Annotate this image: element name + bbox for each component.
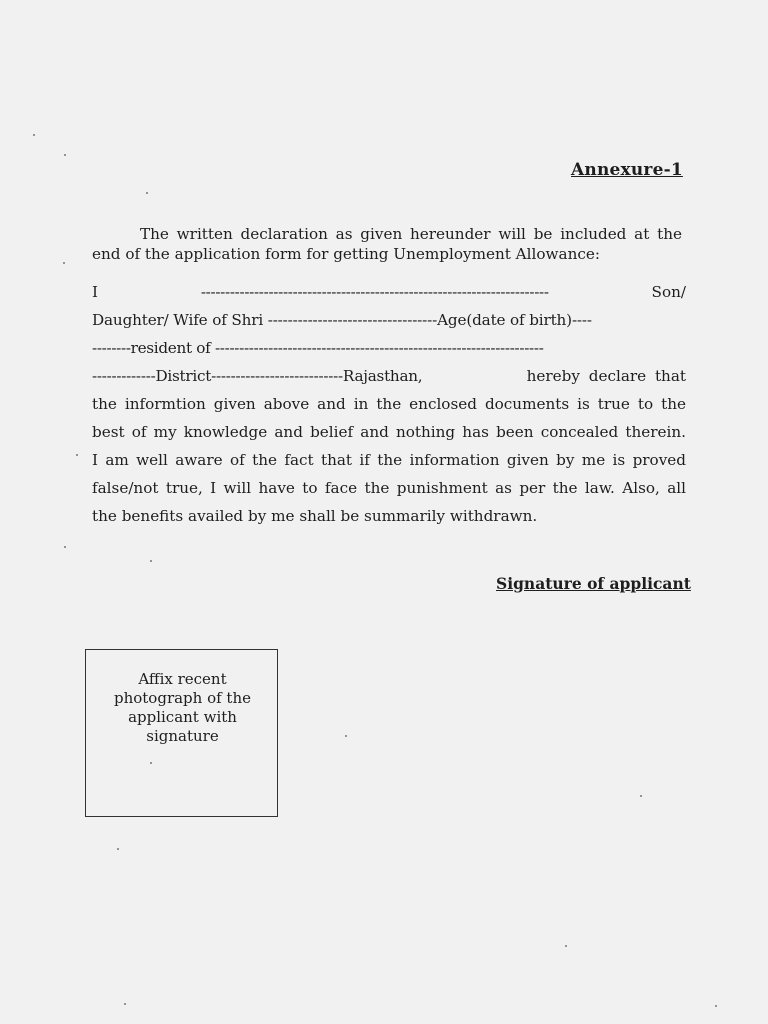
scan-speck	[345, 735, 347, 737]
signature-label: Signature of applicant	[496, 574, 691, 593]
intro-line-1: The written declaration as given hereunder will be included at the	[140, 225, 682, 243]
declaration-line-6: best of my knowledge and belief and nothing has been concealed therein.	[92, 423, 686, 441]
declaration-line-8: false/not true, I will have to face the punishment as per the law. Also, all	[92, 479, 686, 497]
declaration-line-1-dashes: ------------------------------------------------------------------------	[200, 283, 549, 301]
scan-speck	[640, 795, 642, 797]
declaration-line-4	[92, 362, 686, 390]
photo-box-line-4: signature	[146, 727, 219, 745]
scan-speck	[76, 454, 78, 456]
declaration-line-7: I am well aware of the fact that if the information given by me is proved	[92, 451, 686, 469]
photo-box-line-1: Affix recent	[138, 670, 227, 688]
photo-box-line-3: applicant with	[128, 708, 237, 726]
scan-speck	[565, 945, 567, 947]
scan-speck	[64, 154, 66, 156]
intro-line-2: end of the application form for getting Unemployment Allowance:	[92, 245, 600, 263]
scan-speck	[150, 762, 152, 764]
scan-speck	[124, 1003, 126, 1005]
declaration-paragraph	[92, 278, 686, 530]
photo-box	[85, 649, 278, 817]
scan-speck	[64, 546, 66, 548]
scan-speck	[150, 560, 152, 562]
declaration-line-2: Daughter/ Wife of Shri ----------------------------------Age(date of birth)----	[92, 311, 592, 329]
declaration-line-9: the benefits availed by me shall be summarily withdrawn.	[92, 507, 538, 525]
declaration-line-1	[92, 278, 686, 306]
declaration-line-4-b: hereby declare that	[526, 367, 686, 385]
scan-speck	[63, 262, 65, 264]
declaration-line-3: --------resident of --------------------------------------------------------------------	[92, 339, 544, 357]
declaration-line-1-start: I	[92, 283, 98, 301]
annexure-title: Annexure-1	[571, 160, 683, 180]
declaration-line-4-a: -------------District---------------------------Rajasthan,	[92, 367, 423, 385]
scan-speck	[146, 192, 148, 194]
intro-paragraph	[92, 224, 682, 264]
photo-box-text	[86, 670, 279, 746]
scan-speck	[715, 1005, 717, 1007]
scan-speck	[117, 848, 119, 850]
photo-box-line-2: photograph of the	[113, 689, 251, 707]
scan-speck	[33, 134, 35, 136]
declaration-line-1-end: Son/	[651, 283, 686, 301]
declaration-line-5: the informtion given above and in the enclosed documents is true to the	[92, 395, 686, 413]
